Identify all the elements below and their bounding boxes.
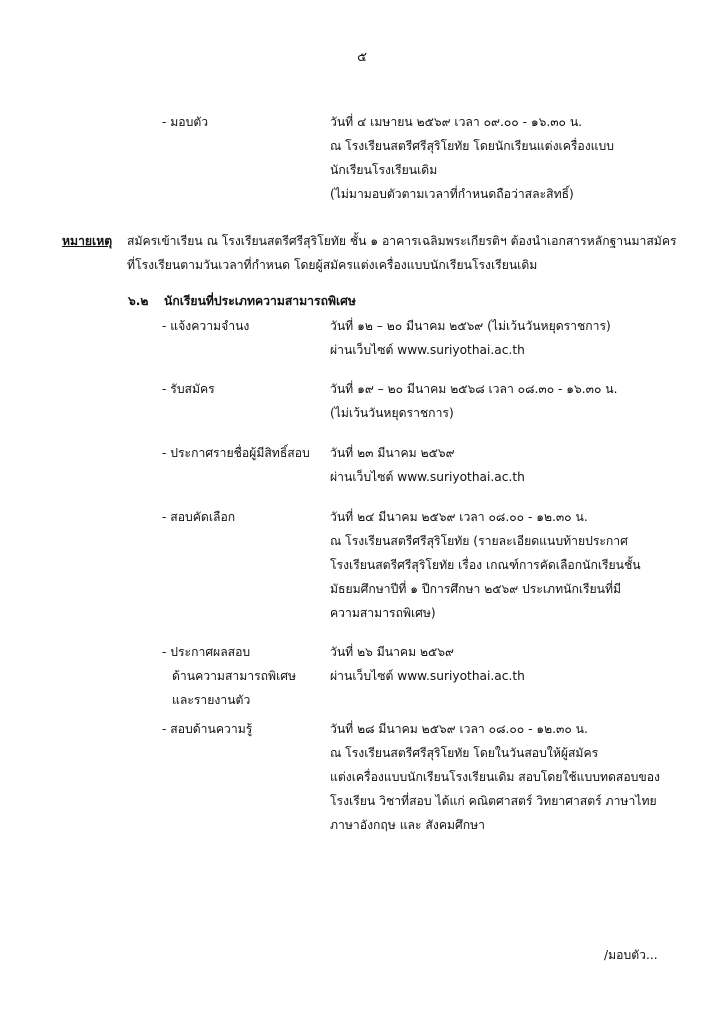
continuation-footer: /มอบตัว... [604, 948, 658, 962]
schedule-detail-line: ผ่านเว็บไซต์ www.suriyothai.ac.th [330, 343, 525, 357]
schedule-detail-line: ผ่านเว็บไซต์ www.suriyothai.ac.th [330, 669, 525, 683]
note-line: สมัครเข้าเรียน ณ โรงเรียนสตรีศรีสุริโยทัย ชั้น ๑ อาคารเฉลิมพระเกียรติฯ ต้องนำเอกสารหลักฐานมาสมัคร [127, 234, 677, 248]
schedule-detail-line: มัธยมศึกษาปีที่ ๑ ปีการศึกษา ๒๕๖๙ ประเภทนักเรียนที่มี [330, 582, 622, 596]
section-number: ๖.๒ [128, 294, 149, 308]
schedule-detail-line: โรงเรียนสตรีศรีสุริโยทัย เรื่อง เกณฑ์การคัดเลือกนักเรียนชั้น [330, 558, 641, 572]
schedule-detail-line: ณ โรงเรียนสตรีศรีสุริโยทัย (รายละเอียดแนบท้ายประกาศ [330, 534, 628, 548]
schedule-detail-line: วันที่ ๒๘ มีนาคม ๒๕๖๙ เวลา ๐๘.๐๐ - ๑๒.๓๐ น. [330, 722, 588, 736]
section-title: นักเรียนที่ประเภทความสามารถพิเศษ [164, 294, 356, 308]
schedule-detail-line: (ไม่มามอบตัวตามเวลาที่กำหนดถือว่าสละสิทธิ์) [330, 187, 574, 201]
schedule-detail-line: นักเรียนโรงเรียนเดิม [330, 163, 438, 177]
schedule-label: - รับสมัคร [162, 382, 215, 396]
schedule-detail-line: ผ่านเว็บไซต์ www.suriyothai.ac.th [330, 470, 525, 484]
schedule-label: - มอบตัว [162, 115, 209, 129]
schedule-detail-line: แต่งเครื่องแบบนักเรียนโรงเรียนเดิม สอบโดยใช้แบบทดสอบของ [330, 770, 660, 784]
note-line: ที่โรงเรียนตามวันเวลาที่กำหนด โดยผู้สมัครแต่งเครื่องแบบนักเรียนโรงเรียนเดิม [127, 258, 538, 272]
schedule-label-continued: และรายงานตัว [172, 693, 251, 707]
schedule-label: - สอบคัดเลือก [162, 510, 236, 524]
schedule-detail-line: วันที่ ๒๔ มีนาคม ๒๕๖๙ เวลา ๐๘.๐๐ - ๑๒.๓๐ น. [330, 510, 588, 524]
note-label: หมายเหตุ [62, 234, 113, 248]
schedule-label: - แจ้งความจำนง [162, 319, 250, 333]
schedule-label: - ประกาศรายชื่อผู้มีสิทธิ์สอบ [162, 446, 310, 460]
schedule-detail-line: วันที่ ๒๖ มีนาคม ๒๕๖๙ [330, 645, 454, 659]
schedule-detail-line: ณ โรงเรียนสตรีศรีสุริโยทัย โดยในวันสอบให้ผู้สมัคร [330, 746, 599, 760]
schedule-detail-line: ความสามารถพิเศษ) [330, 606, 436, 620]
schedule-detail-line: วันที่ ๒๓ มีนาคม ๒๕๖๙ [330, 446, 455, 460]
schedule-detail-line: วันที่ ๑๒ – ๒๐ มีนาคม ๒๕๖๙ (ไม่เว้นวันหยุดราชการ) [330, 319, 611, 333]
schedule-label: - ประกาศผลสอบ [162, 645, 251, 659]
schedule-detail-line: ณ โรงเรียนสตรีศรีสุริโยทัย โดยนักเรียนแต่งเครื่องแบบ [330, 139, 614, 153]
schedule-detail-line: วันที่ ๑๙ – ๒๐ มีนาคม ๒๕๖๘ เวลา ๐๘.๓๐ - ๑๖.๓๐ น. [330, 382, 618, 396]
page-number: ๕ [357, 50, 367, 65]
schedule-detail-line: ภาษาอังกฤษ และ สังคมศึกษา [330, 818, 486, 832]
schedule-detail-line: โรงเรียน วิชาที่สอบ ได้แก่ คณิตศาสตร์ วิทยาศาสตร์ ภาษาไทย [330, 794, 657, 808]
schedule-detail-line: (ไม่เว้นวันหยุดราชการ) [330, 406, 454, 420]
schedule-label-continued: ด้านความสามารถพิเศษ [172, 669, 297, 683]
schedule-detail-line: วันที่ ๔ เมษายน ๒๕๖๙ เวลา ๐๙.๐๐ - ๑๖.๓๐ น. [330, 115, 583, 129]
schedule-label: - สอบด้านความรู้ [162, 722, 253, 736]
